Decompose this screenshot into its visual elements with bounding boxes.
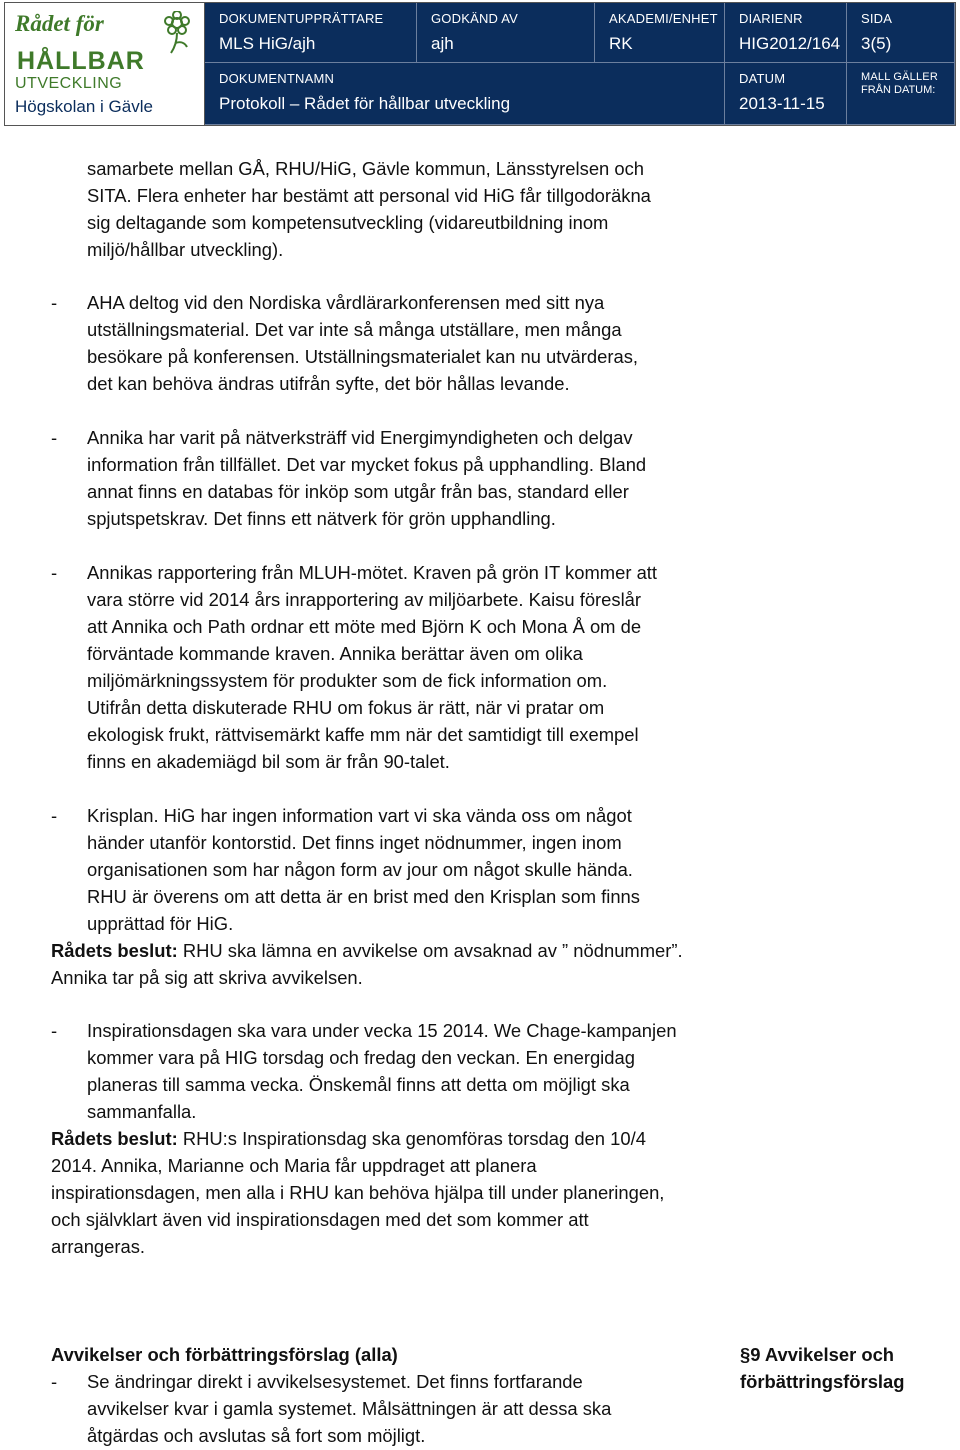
list-item-avvikelser (87, 1368, 707, 1449)
logo-line-3: UTVECKLING (15, 75, 123, 92)
page-cell (847, 3, 955, 63)
page-value: 3(5) (861, 34, 892, 53)
header-meta-grid (205, 3, 955, 125)
list-item-aha (87, 289, 737, 397)
list-item-inspirationsdag (87, 1017, 737, 1125)
author-label: DOKUMENTUPPRÄTTARE (219, 11, 384, 26)
valid-label-1: MALL GÄLLER (861, 71, 938, 83)
list-item-energimyndigheten (87, 424, 737, 532)
decision-text: RHU ska lämna en avvikelse om avsaknad av ” nödnummer”. (177, 940, 683, 961)
text-line: utställningsmaterial. Det var inte så många utställare, men många (87, 319, 622, 340)
text-line: 2014. Annika, Marianne och Maria får uppdraget att planera (51, 1155, 537, 1176)
unit-value: RK (609, 34, 633, 53)
page-label: SIDA (861, 11, 893, 26)
text-line: Utifrån detta diskuterade RHU om fokus är rätt, när vi pratar om (87, 697, 605, 718)
section-ref-line: förbättringsförslag (740, 1371, 905, 1392)
logo (5, 3, 205, 125)
text-line: annat finns en databas för inköp som utgår från bas, standard eller (87, 481, 629, 502)
text-line: SITA. Flera enheter har bestämt att personal vid HiG får tillgodoräkna (87, 185, 651, 206)
text-line: sig deltagande som kompetensutveckling (vidareutbildning inom (87, 212, 609, 233)
text-line: Se ändringar direkt i avvikelsesystemet. Det finns fortfarande (87, 1371, 583, 1392)
text-line: åtgärdas och avslutas så fort som möjligt. (87, 1425, 426, 1446)
list-dash: - (51, 1371, 58, 1392)
text-line: miljö/hållbar utveckling). (87, 239, 284, 260)
section-title: Avvikelser och förbättringsförslag (alla) (51, 1344, 398, 1365)
text-line: upprättad för HiG. (87, 913, 234, 934)
text-line: AHA deltog vid den Nordiska vårdlärarkonferensen med sitt nya (87, 292, 605, 313)
date-value: 2013-11-15 (739, 94, 825, 113)
section-reference (740, 1341, 940, 1395)
text-line: Krisplan. HiG har ingen information vart vi ska vända oss om något (87, 805, 632, 826)
reg-label: DIARIENR (739, 11, 803, 26)
approved-value: ajh (431, 34, 454, 53)
docname-value: Protokoll – Rådet för hållbar utveckling (219, 94, 511, 113)
text-line: information från tillfället. Det var mycket fokus på upphandling. Bland (87, 454, 647, 475)
decision-1 (51, 937, 771, 991)
decision-label: Rådets beslut: (51, 940, 178, 961)
text-line: sammanfalla. (87, 1101, 197, 1122)
text-line: planeras till samma vecka. Önskemål finns att detta om möjligt ska (87, 1074, 630, 1095)
text-line: Annika har varit på nätverksträff vid Energimyndigheten och delgav (87, 427, 633, 448)
docname-cell (205, 63, 725, 125)
reg-cell (725, 3, 847, 63)
decision-text: RHU:s Inspirationsdag ska genomföras torsdag den 10/4 (177, 1128, 646, 1149)
list-dash: - (51, 427, 58, 448)
decision-2 (51, 1125, 771, 1260)
text-line: RHU är överens om att detta är en brist med den Krisplan som finns (87, 886, 640, 907)
text-line: att Annika och Path ordnar ett möte med Björn K och Mona Å om de (87, 616, 642, 637)
text-line: arrangeras. (51, 1236, 146, 1257)
list-item-krisplan (87, 802, 737, 937)
text-line: vara större vid 2014 års inrapportering av miljöarbete. Kaisu föreslår (87, 589, 642, 610)
list-item-mluh (87, 559, 737, 775)
author-cell (205, 3, 417, 63)
logo-line-2: HÅLLBAR (17, 47, 145, 75)
reg-value: HIG2012/164 (739, 34, 841, 53)
text-line: Annika tar på sig att skriva avvikelsen. (51, 967, 363, 988)
text-line: finns en akademiägd bil som är från 90-talet. (87, 751, 450, 772)
date-label: DATUM (739, 71, 786, 86)
text-line: Inspirationsdagen ska vara under vecka 15 2014. We Chage-kampanjen (87, 1020, 677, 1041)
text-line: ekologisk frukt, rättvisemärkt kaffe mm när det samtidigt till exempel (87, 724, 639, 745)
approved-label: GODKÄND AV (431, 11, 519, 26)
text-line: kommer vara på HIG torsdag och fredag den veckan. En energidag (87, 1047, 635, 1068)
text-line: samarbete mellan GÅ, RHU/HiG, Gävle kommun, Länsstyrelsen och (87, 158, 645, 179)
list-dash: - (51, 292, 58, 313)
text-line (51, 937, 771, 964)
logo-line-1: Rådet för (15, 11, 104, 36)
text-line: spjutspetskrav. Det finns ett nätverk för grön upphandling. (87, 508, 556, 529)
docname-label: DOKUMENTNAMN (219, 71, 335, 86)
decision-label: Rådets beslut: (51, 1128, 178, 1149)
text-line (51, 1125, 771, 1152)
approved-cell (417, 3, 595, 63)
unit-cell (595, 3, 725, 63)
text-line: Annikas rapportering från MLUH-mötet. Kraven på grön IT kommer att (87, 562, 658, 583)
unit-label: AKADEMI/ENHET (609, 11, 718, 26)
text-line: det kan behöva ändras utifrån syfte, det bör hållas levande. (87, 373, 570, 394)
valid-label-2: FRÅN DATUM: (861, 84, 936, 96)
text-line: miljömärkningssystem för produkter som de fick information om. (87, 670, 608, 691)
list-dash: - (51, 562, 58, 583)
date-cell (725, 63, 847, 125)
section-ref-line: §9 Avvikelser och (740, 1344, 895, 1365)
list-dash: - (51, 1020, 58, 1041)
paragraph-0 (87, 155, 737, 263)
text-line: besökare på konferensen. Utställningsmaterialet kan nu utvärderas, (87, 346, 639, 367)
text-line: och självklart även vid inspirationsdagen med det som kommer att (51, 1209, 589, 1230)
text-line: organisationen som har någon form av jour om något skulle hända. (87, 859, 633, 880)
author-value: MLS HiG/ajh (219, 34, 316, 53)
text-line: händer utanför kontorstid. Det finns inget nödnummer, ingen inom (87, 832, 622, 853)
valid-from-cell (847, 63, 955, 125)
text-line: inspirationsdagen, men alla i RHU kan behöva hjälpa till under planeringen, (51, 1182, 665, 1203)
logo-line-4: Högskolan i Gävle (15, 97, 153, 116)
list-dash: - (51, 805, 58, 826)
document-header (4, 2, 956, 126)
text-line: förväntade kommande kraven. Annika berättar även om olika (87, 643, 583, 664)
flower-icon (157, 11, 197, 55)
text-line: avvikelser kvar i gamla systemet. Målsättningen är att dessa ska (87, 1398, 612, 1419)
